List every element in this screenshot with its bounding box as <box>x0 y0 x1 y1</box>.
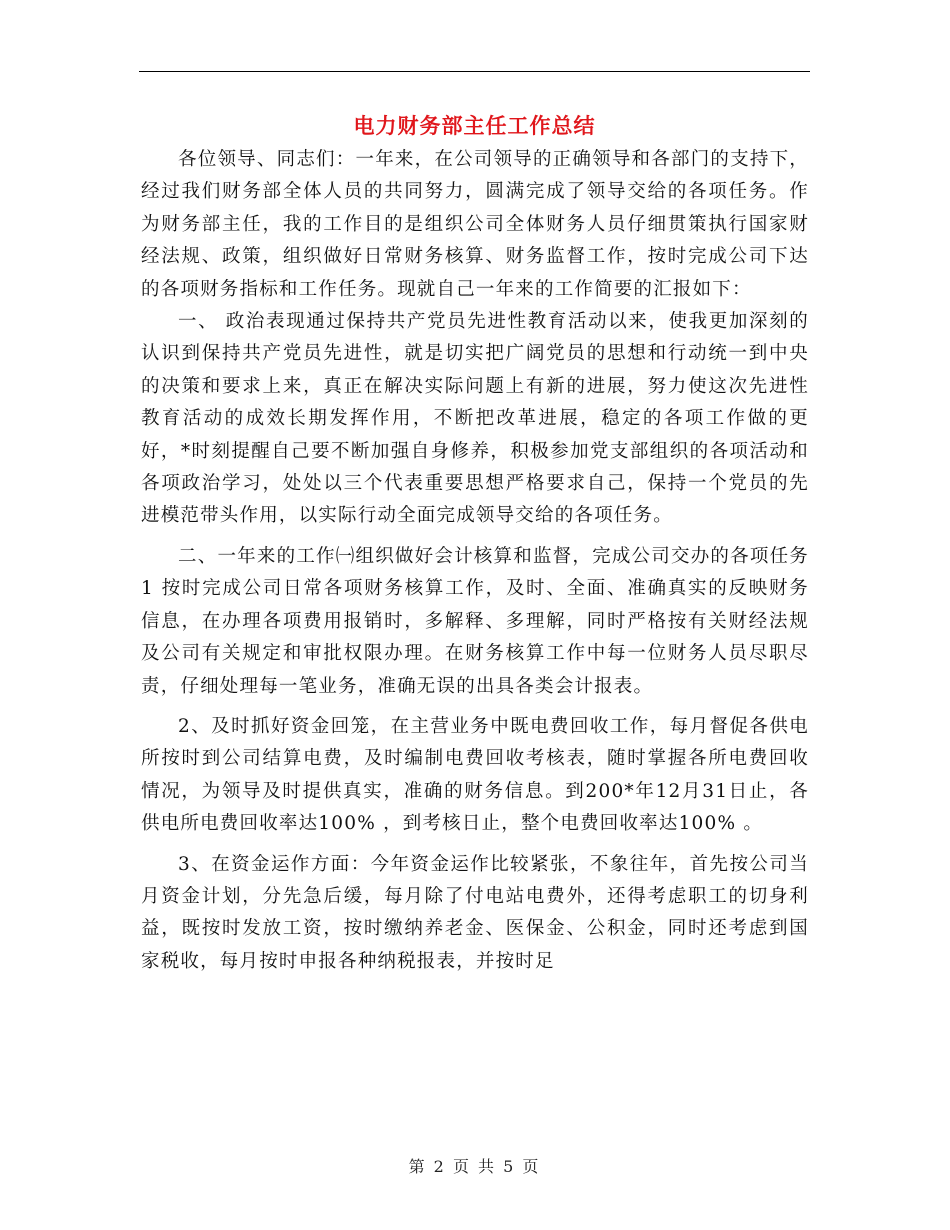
paragraph-work-accounting: 二、一年来的工作㈠组织做好会计核算和监督，完成公司交办的各项任务1 按时完成公司日常各项财务核算工作，及时、全面、准确真实的反映财务信息，在办理各项费用报销时，多解释、多理解，同时严格按有关财经法规及公司有关规定和审批权限办理。在财务核算工作中每一位财务人员尽职尽责，仔细处理每一笔业务，准确无误的出具各类会计报表。 <box>141 545 809 697</box>
paragraph-fund-recovery: 2、及时抓好资金回笼，在主营业务中既电费回收工作，每月督促各供电所按时到公司结算电费，及时编制电费回收考核表，随时掌握各所电费回收情况，为领导及时提供真实，准确的财务信息。到200*年12月31日止，各供电所电费回收率达100% ，到考核日止，整个电费回收率达100% 。 <box>141 715 809 835</box>
document-title: 电力财务部主任工作总结 <box>353 113 596 138</box>
paragraph-fund-operation: 3、在资金运作方面：今年资金运作比较紧张，不象往年，首先按公司当月资金计划，分先急后缓，每月除了付电站电费外，还得考虑职工的切身利益，既按时发放工资，按时缴纳养老金、医保金、公积金，同时还考虑到国家税收，每月按时申报各种纳税报表，并按时足 <box>141 853 809 972</box>
paragraph-political: 一、 政治表现通过保持共产党员先进性教育活动以来，使我更加深刻的认识到保持共产党员先进性，就是切实把广阔党员的思想和行动统一到中央的决策和要求上来，真正在解决实际问题上有新的进展，努力使这次先进性教育活动的成效长期发挥作用，不断把改革进展，稳定的各项工作做的更好，*时刻提醒自己要不断加强自身修养，积极参加党支部组织的各项活动和各项政治学习，处处以三个代表重要思想严格要求自己，保持一个党员的先进模范带头作用，以实际行动全面完成领导交给的各项任务。 <box>141 311 809 527</box>
header-rule <box>139 71 810 72</box>
paragraph-intro: 各位领导、同志们：一年来，在公司领导的正确领导和各部门的支持下，经过我们财务部全体人员的共同努力，圆满完成了领导交给的各项任务。作为财务部主任，我的工作目的是组织公司全体财务人员仔细贯策执行国家财经法规、政策，组织做好日常财务核算、财务监督工作，按时完成公司下达的各项财务指标和工作任务。现就自己一年来的工作简要的汇报如下： <box>141 149 809 300</box>
page-number: 第 2 页 共 5 页 <box>408 1157 541 1176</box>
document-body <box>141 144 809 978</box>
